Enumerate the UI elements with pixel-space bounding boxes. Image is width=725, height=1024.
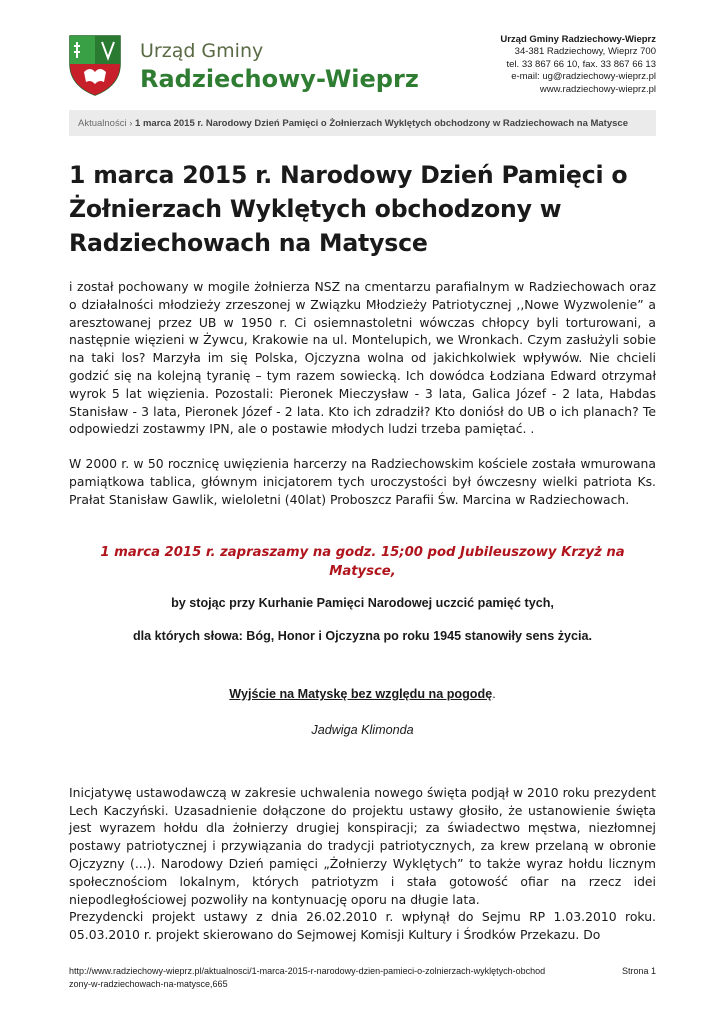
coat-of-arms-icon [68, 34, 122, 96]
logo-line-1: Urząd Gminy [140, 40, 264, 62]
municipality-logo[interactable] [68, 34, 419, 96]
breadcrumb [69, 110, 656, 136]
contact-phone: tel. 33 867 66 10, fax. 33 867 66 13 [506, 58, 656, 70]
page-footer [69, 965, 656, 990]
breadcrumb-separator: › [129, 118, 133, 129]
breadcrumb-link-news[interactable]: Aktualności [78, 118, 127, 129]
page-number: Strona 1 [621, 966, 656, 976]
weather-notice: Wyjście na Matyskę bez względu na pogodę [229, 687, 493, 702]
article-title: 1 marca 2015 r. Narodowy Dzień Pamięci o Żołnierzach Wyklętych obchodzony w Radziechowach na Matysce [69, 161, 628, 258]
logo-line-2: Radziechowy-Wieprz [140, 65, 419, 93]
contact-address: 34-381 Radziechowy, Wieprz 700 [514, 46, 656, 58]
article-paragraph: i został pochowany w mogile żołnierza NSZ na cmentarzu parafialnym w Radziechowach oraz o działalności młodzieży zrzeszonej w Związku Młodzieży Patriotycznej ,,Nowe Wyzwolenie” a aresztowanej przez UB w 1950 r. Ci osiemnastoletni wówczas chłopcy byli torturowani, a następnie więzieni w Żywcu, Krakowie na ul. Montelupich, we Wronkach. Czym zasłużyli sobie na taki los? Marzyła im się Polska, Ojczyzna wolna od jakichkolwiek wpływów. Nie chcieli godzić się na kolejną tyranię – tym razem sowiecką. Ich dowódca Łodziana Edward otrzymał wyrok 5 lat więzienia. Pozostali: Pieronek Mieczysław - 3 lata, Galica Józef - 2 lata, Habdas Stanisław - 3 lata, Pieronek Józef - 2 lata. Kto ich zdradził? Kto doniósł do UB o ich planach? Te odpowiedzi zostawmy IPN, ale o postawie młodych ludzi trzeba pamiętać. . [69, 279, 656, 437]
contact-email[interactable]: e-mail: ug@radziechowy-wieprz.pl [511, 71, 656, 83]
centered-line-1: by stojąc przy Kurhanie Pamięci Narodowej uczcić pamięć tych, [171, 595, 554, 610]
contact-org: Urząd Gminy Radziechowy-Wieprz [500, 34, 656, 45]
article-paragraph: Prezydencki projekt ustawy z dnia 26.02.2010 r. wpłynął do Sejmu RP 1.03.2010 roku. 05.03.2010 r. projekt skierowano do Sejmowej Komisji Kultury i Środków Przekazu. Do [69, 909, 656, 943]
footer-url[interactable]: http://www.radziechowy-wieprz.pl/aktualnosci/1-marca-2015-r-narodowy-dzien-pamieci-o-zolnierzach-wyklętych-obchodzony-w-radziechowach-na-matysce,665 [69, 966, 546, 989]
weather-notice-period: . [492, 687, 496, 702]
invitation-text: 1 marca 2015 r. zapraszamy na godz. 15;00 pod Jubileuszowy Krzyż na Matysce, [100, 544, 625, 579]
contact-block [500, 34, 656, 96]
article-paragraph: W 2000 r. w 50 rocznicę uwięzienia harcerzy na Radziechowskim kościele została wmurowana pamiątkowa tablica, głównym inicjatorem tych uroczystości był ówczesny wielki patriota Ks. Prałat Stanisław Gawlik, wieloletni (40lat) Proboszcz Parafii Św. Marcina w Radziechowach. [69, 456, 656, 507]
author-signature: Jadwiga Klimonda [311, 722, 414, 737]
centered-line-2: dla których słowa: Bóg, Honor i Ojczyzna po roku 1945 stanowiły sens życia. [132, 629, 593, 644]
contact-website[interactable]: www.radziechowy-wieprz.pl [539, 83, 656, 95]
article-body [69, 278, 656, 944]
centered-line-3 [69, 686, 656, 704]
article-paragraph: Inicjatywę ustawodawczą w zakresie uchwalenia nowego święta podjął w 2010 roku prezydent Lech Kaczyński. Uzasadnienie dołączone do projektu ustawy głosiło, że ustanowienie święta jest wyrazem hołdu dla żołnierzy drugiej konspiracji; za świadectwo męstwa, niezłomnej postawy patriotycznej i przywiązania do tradycji patriotycznych, za krew przelaną w obronie Ojczyzny (...). Narodowy Dzień pamięci „Żołnierzy Wyklętych” to także wyraz hołdu licznym społecznościom lokalnym, których patriotyzm i stała gotowość ofiar na rzecz idei niepodległościowej pozwoliły na kontynuację oporu na długie lata. [69, 784, 656, 907]
breadcrumb-current: 1 marca 2015 r. Narodowy Dzień Pamięci o Żołnierzach Wyklętych obchodzony w Radziechowach na Matysce [135, 118, 628, 129]
